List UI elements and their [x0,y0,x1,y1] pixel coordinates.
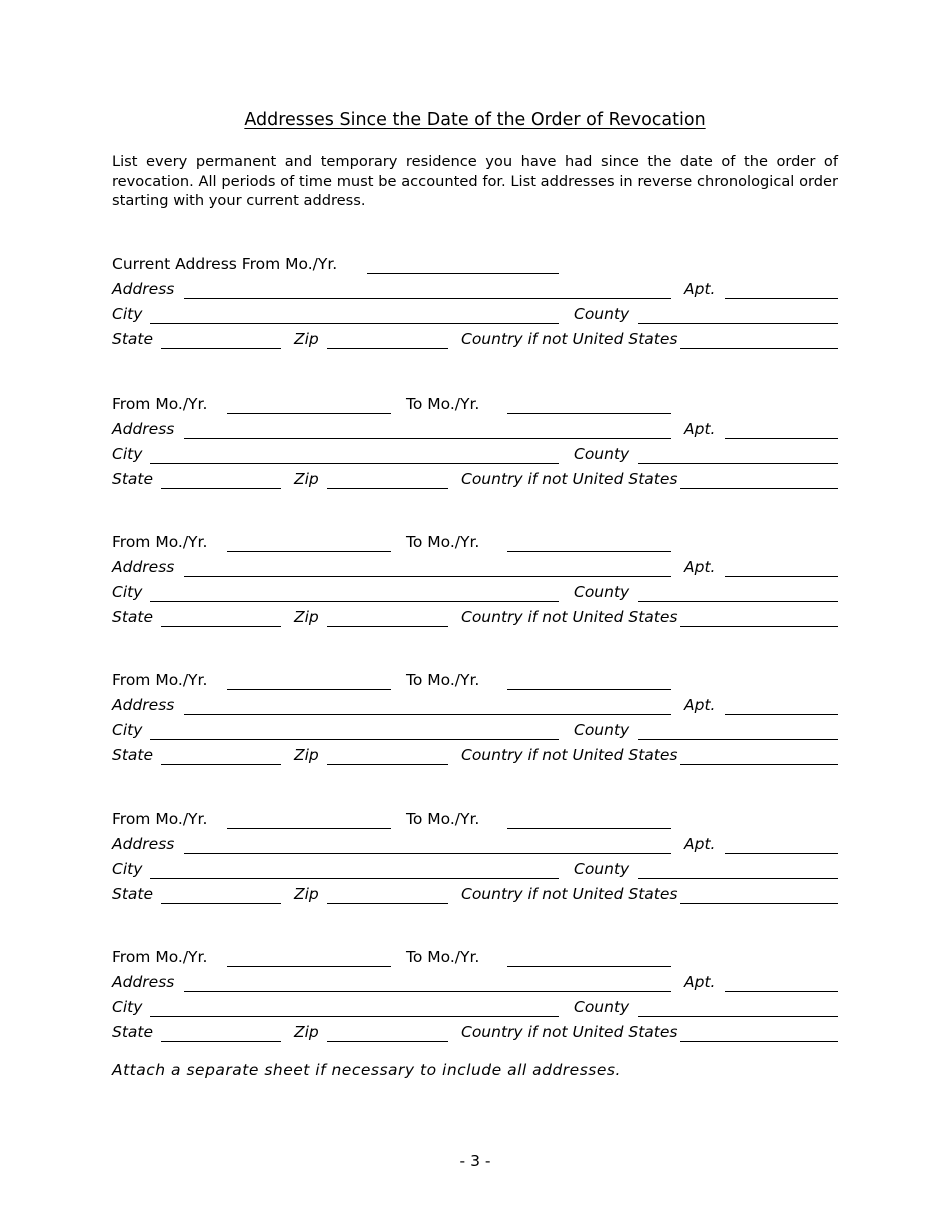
entry-3-to-label: To Mo./Yr. [406,533,480,551]
entry-6-city-label: City [112,998,143,1016]
entry-4-city-field[interactable] [150,739,559,740]
entry-3-city-label: City [112,583,143,601]
entry-1-state-field[interactable] [161,348,281,349]
entry-4-county-label: County [574,721,630,739]
entry-5-country-field[interactable] [680,903,838,904]
entry-1-city-label: City [112,305,143,323]
entry-2-city-field[interactable] [150,463,559,464]
entry-6-zip-label: Zip [294,1023,319,1041]
entry-6-zip-field[interactable] [327,1041,448,1042]
entry-6-city-field[interactable] [150,1016,559,1017]
entry-2-to-label: To Mo./Yr. [406,395,480,413]
entry-5-state-field[interactable] [161,903,281,904]
entry-5-zip-label: Zip [294,885,319,903]
entry-1-county-field[interactable] [638,323,838,324]
entry-6-apt-field[interactable] [725,991,838,992]
entry-3-address-field[interactable] [184,576,671,577]
entry-1-current-from-label: Current Address From Mo./Yr. [112,255,338,273]
footnote: Attach a separate sheet if necessary to include all addresses. [112,1061,621,1079]
entry-2-address-field[interactable] [184,438,671,439]
entry-5-county-label: County [574,860,630,878]
entry-2-apt-label: Apt. [684,420,716,438]
entry-5-from-label: From Mo./Yr. [112,810,208,828]
entry-5-to-date-field[interactable] [507,828,671,829]
entry-6-from-label: From Mo./Yr. [112,948,208,966]
entry-3-country-label: Country if not United States [461,608,678,626]
entry-4-country-label: Country if not United States [461,746,678,764]
entry-1-apt-label: Apt. [684,280,716,298]
entry-5-to-label: To Mo./Yr. [406,810,480,828]
entry-6-to-label: To Mo./Yr. [406,948,480,966]
entry-1-address-label: Address [112,280,175,298]
entry-4-apt-label: Apt. [684,696,716,714]
entry-3-from-label: From Mo./Yr. [112,533,208,551]
entry-1-address-field[interactable] [184,298,671,299]
entry-1-state-label: State [112,330,154,348]
entry-2-to-date-field[interactable] [507,413,671,414]
entry-4-from-date-field[interactable] [227,689,391,690]
entry-2-from-label: From Mo./Yr. [112,395,208,413]
entry-2-apt-field[interactable] [725,438,838,439]
page-number: - 3 - [459,1152,491,1170]
entry-4-to-date-field[interactable] [507,689,671,690]
entry-2-zip-field[interactable] [327,488,448,489]
entry-3-county-field[interactable] [638,601,838,602]
entry-1-city-field[interactable] [150,323,559,324]
entry-5-city-field[interactable] [150,878,559,879]
entry-6-county-field[interactable] [638,1016,838,1017]
entry-6-state-field[interactable] [161,1041,281,1042]
entry-4-from-label: From Mo./Yr. [112,671,208,689]
entry-4-address-field[interactable] [184,714,671,715]
entry-3-county-label: County [574,583,630,601]
entry-2-state-field[interactable] [161,488,281,489]
entry-3-from-date-field[interactable] [227,551,391,552]
entry-6-country-field[interactable] [680,1041,838,1042]
entry-3-to-date-field[interactable] [507,551,671,552]
entry-3-apt-field[interactable] [725,576,838,577]
entry-4-apt-field[interactable] [725,714,838,715]
entry-3-state-field[interactable] [161,626,281,627]
entry-1-zip-field[interactable] [327,348,448,349]
entry-3-city-field[interactable] [150,601,559,602]
entry-3-zip-label: Zip [294,608,319,626]
page-title [0,110,950,130]
entry-1-from-date-field[interactable] [367,273,559,274]
entry-5-city-label: City [112,860,143,878]
entry-5-apt-label: Apt. [684,835,716,853]
entry-5-from-date-field[interactable] [227,828,391,829]
entry-5-address-label: Address [112,835,175,853]
entry-3-zip-field[interactable] [327,626,448,627]
entry-1-zip-label: Zip [294,330,319,348]
page-title-text: Addresses Since the Date of the Order of Revocation [244,110,706,130]
entry-2-from-date-field[interactable] [227,413,391,414]
entry-3-state-label: State [112,608,154,626]
entry-5-zip-field[interactable] [327,903,448,904]
entry-1-county-label: County [574,305,630,323]
entry-4-to-label: To Mo./Yr. [406,671,480,689]
entry-5-address-field[interactable] [184,853,671,854]
entry-3-country-field[interactable] [680,626,838,627]
entry-1-apt-field[interactable] [725,298,838,299]
entry-2-country-label: Country if not United States [461,470,678,488]
entry-3-apt-label: Apt. [684,558,716,576]
entry-4-country-field[interactable] [680,764,838,765]
entry-2-address-label: Address [112,420,175,438]
entry-5-county-field[interactable] [638,878,838,879]
entry-3-address-label: Address [112,558,175,576]
entry-6-from-date-field[interactable] [227,966,391,967]
entry-2-zip-label: Zip [294,470,319,488]
entry-6-county-label: County [574,998,630,1016]
entry-2-state-label: State [112,470,154,488]
entry-4-zip-field[interactable] [327,764,448,765]
entry-4-county-field[interactable] [638,739,838,740]
entry-4-address-label: Address [112,696,175,714]
entry-4-zip-label: Zip [294,746,319,764]
entry-4-state-label: State [112,746,154,764]
entry-6-to-date-field[interactable] [507,966,671,967]
entry-2-city-label: City [112,445,143,463]
entry-6-address-label: Address [112,973,175,991]
entry-6-country-label: Country if not United States [461,1023,678,1041]
entry-6-address-field[interactable] [184,991,671,992]
entry-6-state-label: State [112,1023,154,1041]
entry-4-city-label: City [112,721,143,739]
entry-5-country-label: Country if not United States [461,885,678,903]
entry-2-county-label: County [574,445,630,463]
entry-2-country-field[interactable] [680,488,838,489]
entry-1-country-label: Country if not United States [461,330,678,348]
instructions-paragraph: List every permanent and temporary residence you have had since the date of the order of revocation. All periods of time must be accounted for. List addresses in reverse chronological order starting with your current address. [112,153,838,209]
entry-6-apt-label: Apt. [684,973,716,991]
entry-4-state-field[interactable] [161,764,281,765]
entry-5-state-label: State [112,885,154,903]
entry-5-apt-field[interactable] [725,853,838,854]
entry-2-county-field[interactable] [638,463,838,464]
entry-1-country-field[interactable] [680,348,838,349]
